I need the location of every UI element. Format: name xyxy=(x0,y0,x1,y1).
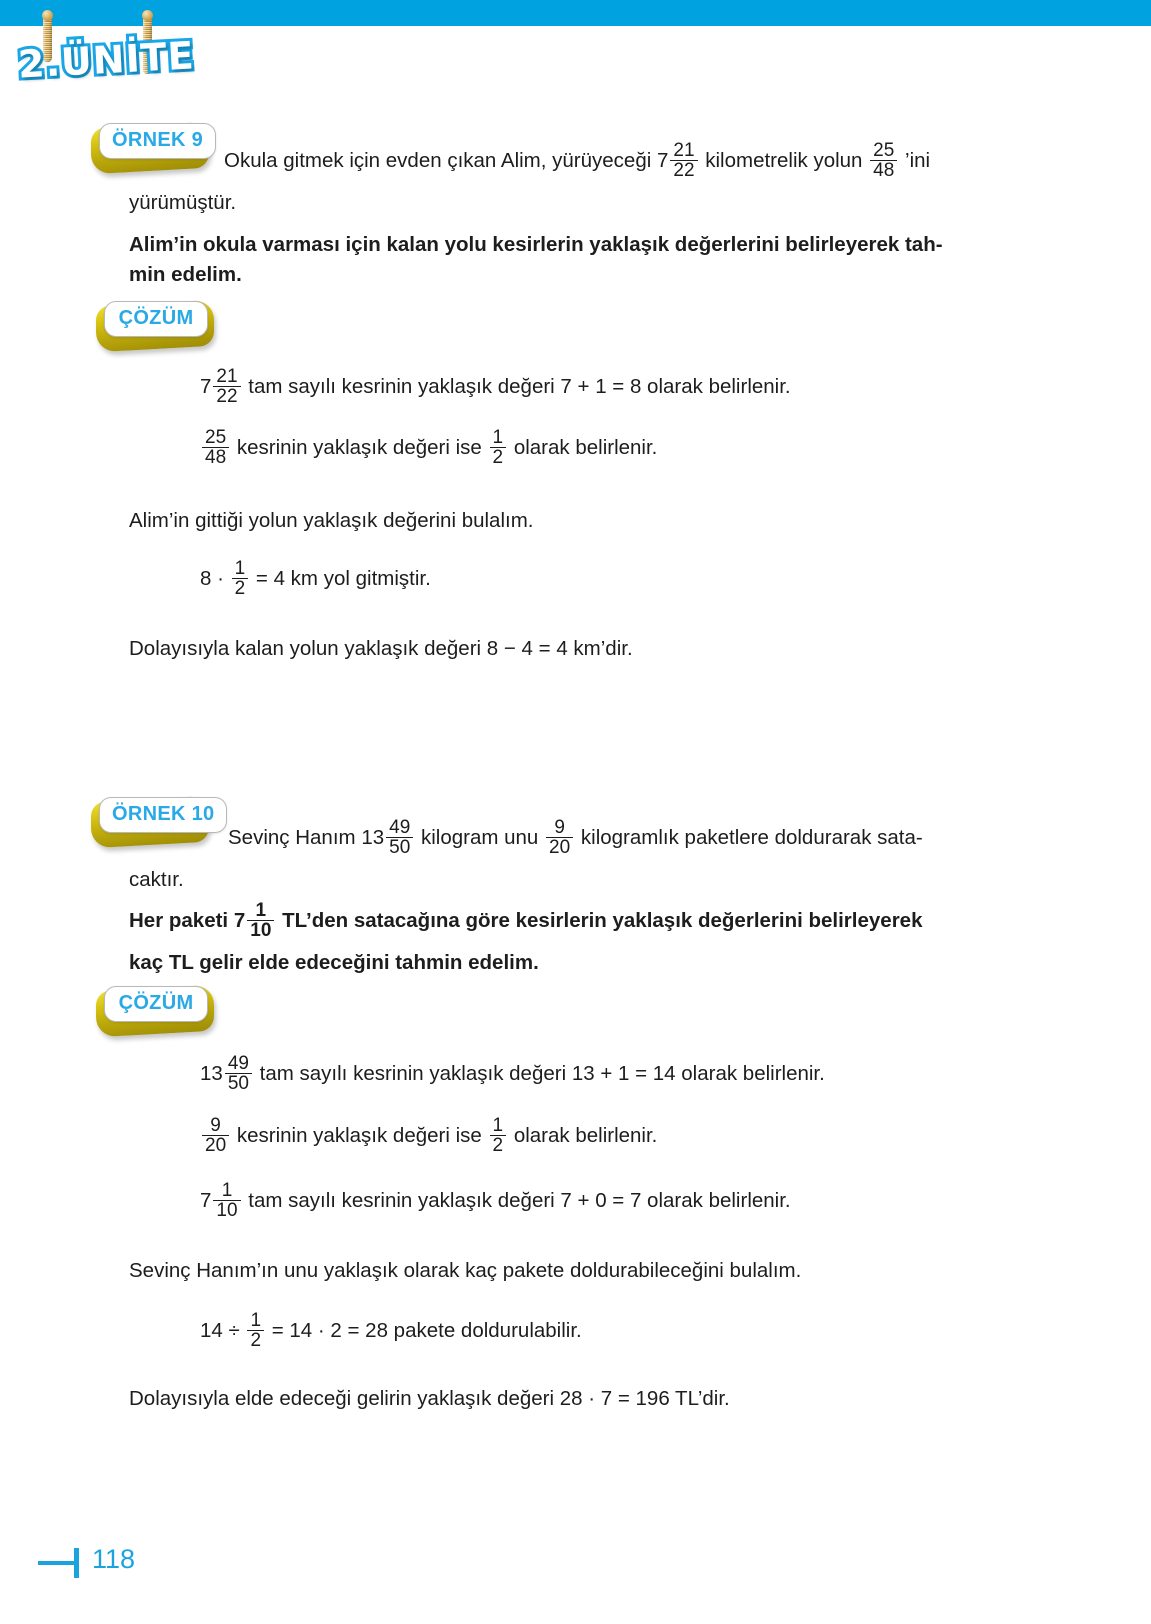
example9-question-line1: Alim’in okula varması için kalan yolu kesirlerin yaklaşık değerlerini belirleyerek tah- xyxy=(129,233,943,256)
example10-intro-text-3: kilogramlık paketlere doldurarak sata- xyxy=(580,826,923,849)
fraction xyxy=(247,901,274,942)
solution-fraction xyxy=(247,1311,264,1352)
badge-cozum-1 xyxy=(104,301,208,337)
example10-question-text-b: TL’den satacağına göre kesirlerin yaklaşık değerlerini belirleyerek xyxy=(282,909,923,932)
example10-solution-line1 xyxy=(200,1053,825,1095)
example9-mixed-fraction-1 xyxy=(657,140,700,182)
example10-question-mixed-fraction xyxy=(234,900,277,942)
solution-mixed-fraction xyxy=(200,366,243,408)
footer-rule xyxy=(38,1561,78,1565)
example10-solution-line3 xyxy=(200,1180,791,1222)
spring-cap-icon-right xyxy=(142,10,153,21)
fraction-denominator: 50 xyxy=(225,1073,252,1094)
fraction-denominator: 22 xyxy=(670,160,697,181)
example9-fraction-2 xyxy=(870,141,897,182)
badge-label: ÖRNEK 9 xyxy=(99,123,216,159)
solution-fraction xyxy=(232,559,249,600)
unit-logo: 2.ÜNİTE xyxy=(16,33,196,87)
solution-line4-text-b: = 4 km yol gitmiştir. xyxy=(255,567,431,590)
solution-line2-text-b: olarak belirlenir. xyxy=(513,1124,658,1147)
example10-question-line2: kaç TL gelir elde edeceğini tahmin edelim. xyxy=(129,951,539,974)
example9-intro-text-2: kilometrelik yolun xyxy=(705,149,863,172)
example10-intro-text-1: Sevinç Hanım xyxy=(228,826,356,849)
badge-ornek-9 xyxy=(99,123,216,159)
fraction-whole: 13 xyxy=(361,826,385,849)
fraction-denominator: 2 xyxy=(232,578,249,599)
example10-intro-line2: caktır. xyxy=(129,868,184,891)
solution-line2-text-b: olarak belirlenir. xyxy=(513,436,658,459)
example9-solution-line4 xyxy=(200,558,431,600)
fraction-whole: 7 xyxy=(233,909,246,932)
fraction-numerator: 1 xyxy=(255,899,267,921)
fraction-denominator: 2 xyxy=(490,447,507,468)
fraction xyxy=(225,1054,252,1095)
solution-fraction-a xyxy=(202,1116,229,1157)
fraction-numerator: 9 xyxy=(210,1114,221,1136)
example9-intro-line2: yürümüştür. xyxy=(129,191,237,214)
example9-solution-line2 xyxy=(200,427,657,469)
badge-cozum-2 xyxy=(104,986,208,1022)
badge-label: ÖRNEK 10 xyxy=(99,797,227,833)
fraction-whole: 13 xyxy=(200,1062,223,1085)
badge-label: ÇÖZÜM xyxy=(104,301,208,337)
fraction-numerator: 1 xyxy=(492,426,504,448)
fraction-numerator: 49 xyxy=(389,816,411,838)
example10-question-line1 xyxy=(129,900,922,942)
solution-line1-text: tam sayılı kesrinin yaklaşık değeri 7 + 1 = 8 olarak belirlenir. xyxy=(248,375,791,398)
solution-line5-text-b: = 14 · 2 = 28 pakete doldurulabilir. xyxy=(271,1319,582,1342)
example10-intro-text-2: kilogram unu xyxy=(420,826,539,849)
badge-label: ÇÖZÜM xyxy=(104,986,208,1022)
example10-solution-line5 xyxy=(200,1310,582,1352)
footer-tick xyxy=(74,1548,79,1578)
solution-mixed-fraction-2 xyxy=(200,1180,243,1222)
solution-line2-text-a: kesrinin yaklaşık değeri ise xyxy=(236,1124,482,1147)
fraction-denominator: 10 xyxy=(247,920,274,941)
solution-fraction-a xyxy=(202,428,229,469)
fraction xyxy=(670,141,697,182)
fraction-numerator: 1 xyxy=(492,1114,504,1136)
solution-line3-text: tam sayılı kesrinin yaklaşık değeri 7 + 0 = 7 olarak belirlenir. xyxy=(248,1189,791,1212)
fraction-denominator: 48 xyxy=(202,447,229,468)
solution-mixed-fraction xyxy=(200,1053,254,1095)
solution-fraction-b xyxy=(490,1116,507,1157)
fraction-numerator: 1 xyxy=(250,1309,262,1331)
badge-ornek-10 xyxy=(99,797,227,833)
fraction-denominator: 20 xyxy=(202,1135,229,1156)
solution-line2-text-a: kesrinin yaklaşık değeri ise xyxy=(236,436,482,459)
example10-intro-line1 xyxy=(228,817,923,859)
example9-solution-line1 xyxy=(200,366,791,408)
example9-intro-text-1: Okula gitmek için evden çıkan Alim, yürüyeceği xyxy=(224,149,652,172)
fraction xyxy=(213,367,240,408)
fraction-numerator: 21 xyxy=(673,139,695,161)
fraction-denominator: 10 xyxy=(213,1200,240,1221)
example9-solution-line5: Dolayısıyla kalan yolun yaklaşık değeri 8 − 4 = 4 km’dir. xyxy=(129,637,633,660)
solution-line1-text: tam sayılı kesrinin yaklaşık değeri 13 + 1 = 14 olarak belirlenir. xyxy=(259,1062,825,1085)
fraction-numerator: 21 xyxy=(216,365,238,387)
fraction-whole: 7 xyxy=(656,149,669,172)
fraction-numerator: 25 xyxy=(873,139,895,161)
example10-question-text-a: Her paketi xyxy=(129,909,229,932)
spring-cap-icon-left xyxy=(42,10,53,21)
fraction xyxy=(213,1181,240,1222)
solution-line5-text-a: 14 ÷ xyxy=(200,1319,240,1342)
page-number: 118 xyxy=(92,1544,136,1574)
fraction-denominator: 2 xyxy=(490,1135,507,1156)
example10-solution-line2 xyxy=(200,1115,657,1157)
fraction-denominator: 50 xyxy=(386,837,413,858)
example9-intro-line1 xyxy=(224,140,930,182)
example10-solution-line6: Dolayısıyla elde edeceği gelirin yaklaşık değeri 28 · 7 = 196 TL’dir. xyxy=(129,1387,730,1410)
solution-line4-text-a: 8 · xyxy=(200,567,224,590)
fraction-denominator: 20 xyxy=(546,837,573,858)
fraction-numerator: 9 xyxy=(554,816,565,838)
fraction xyxy=(386,818,413,859)
example10-solution-line4: Sevinç Hanım’ın unu yaklaşık olarak kaç pakete doldurabileceğini bulalım. xyxy=(129,1259,802,1282)
fraction-numerator: 1 xyxy=(234,557,246,579)
fraction-whole: 7 xyxy=(200,1189,212,1212)
fraction-numerator: 49 xyxy=(227,1052,249,1074)
example9-intro-text-3: ’ini xyxy=(905,149,931,172)
fraction-whole: 7 xyxy=(200,375,212,398)
example10-mixed-fraction-1 xyxy=(361,817,415,859)
fraction-denominator: 22 xyxy=(213,386,240,407)
fraction-denominator: 2 xyxy=(247,1330,264,1351)
solution-fraction-b xyxy=(490,428,507,469)
fraction-numerator: 25 xyxy=(205,426,227,448)
fraction-denominator: 48 xyxy=(870,160,897,181)
example9-solution-line3: Alim’in gittiği yolun yaklaşık değerini bulalım. xyxy=(129,509,534,532)
fraction-numerator: 1 xyxy=(221,1179,233,1201)
example10-fraction-2 xyxy=(546,818,573,859)
example9-question-line2: min edelim. xyxy=(129,263,242,286)
